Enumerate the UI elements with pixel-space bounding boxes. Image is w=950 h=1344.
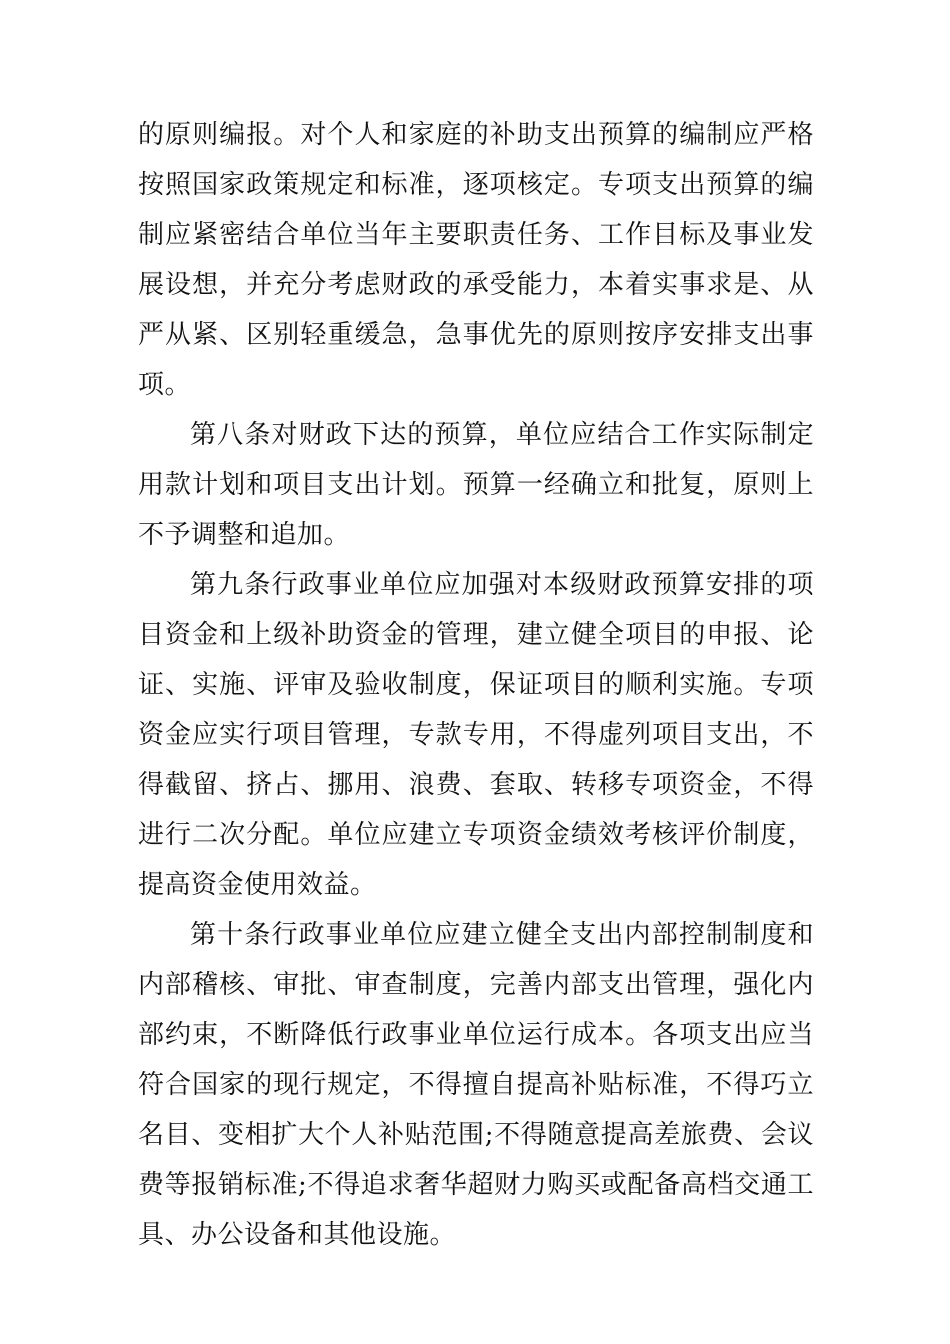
paragraph-article-8: 第八条对财政下达的预算，单位应结合工作实际制定用款计划和项目支出计划。预算一经确立和批复，原则上不予调整和追加。 <box>138 420 814 550</box>
paragraph-article-10: 第十条行政事业单位应建立健全支出内部控制制度和内部稽核、审批、审查制度，完善内部支出管理，强化内部约束，不断降低行政事业单位运行成本。各项支出应当符合国家的现行规定，不得擅自提高补贴标准，不得巧立名目、变相扩大个人补贴范围;不得随意提高差旅费、会议费等报销标准;不得追求奢华超财力购买或配备高档交通工具、办公设备和其他设施。 <box>138 920 814 1250</box>
document-body <box>138 110 814 1260</box>
paragraph-continuation: 的原则编报。对个人和家庭的补助支出预算的编制应严格按照国家政策规定和标准，逐项核定。专项支出预算的编制应紧密结合单位当年主要职责任务、工作目标及事业发展设想，并充分考虑财政的承受能力，本着实事求是、从严从紧、区别轻重缓急，急事优先的原则按序安排支出事项。 <box>138 120 814 400</box>
paragraph-article-9: 第九条行政事业单位应加强对本级财政预算安排的项目资金和上级补助资金的管理，建立健全项目的申报、论证、实施、评审及验收制度，保证项目的顺利实施。专项资金应实行项目管理，专款专用，不得虚列项目支出，不得截留、挤占、挪用、浪费、套取、转移专项资金，不得进行二次分配。单位应建立专项资金绩效考核评价制度，提高资金使用效益。 <box>138 570 814 900</box>
